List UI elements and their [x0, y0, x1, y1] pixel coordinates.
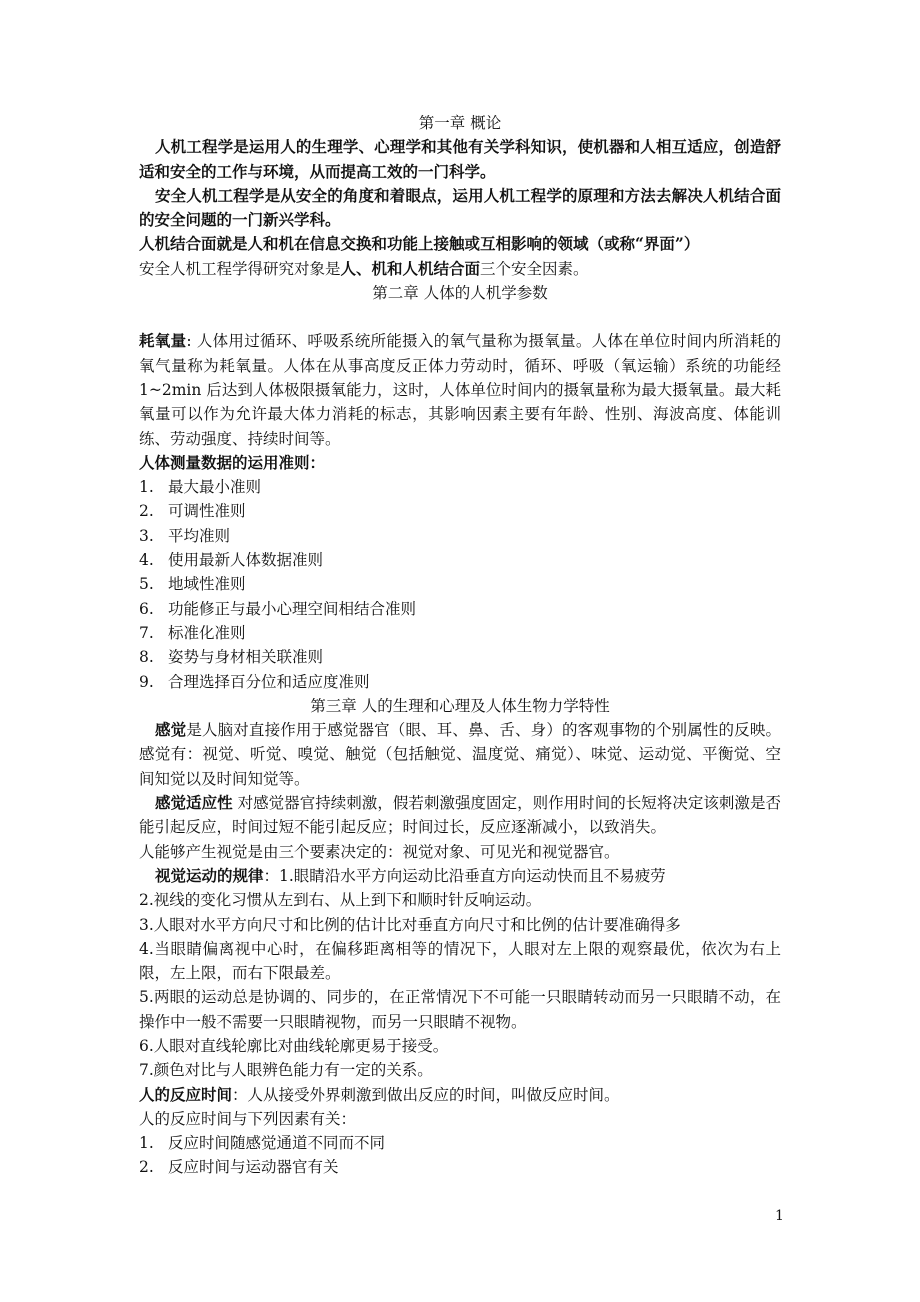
list-item	[139, 597, 781, 621]
visual-law-item: 3.人眼对水平方向尺寸和比例的估计比对垂直方向尺寸和比例的估计要准确得多	[139, 915, 681, 934]
list-text: 反应时间随感觉通道不同而不同	[168, 1134, 386, 1153]
oxygen-text: : 人体用过循环、呼吸系统所能摄入的氧气量称为摄氧量。人体在单位时间内所消耗的氧气量称为耗氧量。人体在从事高度反正体力劳动时，循环、呼吸（氧运输）系统的功能经 1~2min 后达到人体极限摄氧能力，这时，人体单位时间内的摄氧量称为最大摄氧量。最大耗氧量可以作为允许最大体力消耗的标志，其影响因素主要有年龄、性别、海波高度、体能训练、劳动强度、持续时间等。	[139, 332, 781, 448]
research-object-post: 三个安全因素。	[480, 259, 589, 278]
research-object-pre: 安全人机工程学得研究对象是	[139, 259, 341, 278]
visual-law-item: 5.两眼的运动总是协调的、同步的，在正常情况下不可能一只眼睛转动而另一只眼睛不动，在操作中一般不需要一只眼睛视物，而另一只眼睛不视物。	[139, 988, 781, 1031]
oxygen-term: 耗氧量	[139, 331, 187, 351]
visual-law-item: 7.颜色对比与人眼辨色能力有一定的关系。	[139, 1061, 433, 1080]
criteria-heading: 人体测量数据的运用准则：	[139, 452, 326, 472]
list-text: 合理选择百分位和适应度准则	[168, 672, 370, 691]
visual-law-paragraph	[139, 864, 781, 888]
list-number: 5.	[139, 575, 154, 594]
definition-safety-ergonomics: 安全人机工程学是从安全的角度和着眼点，运用人机工程学的原理和方法去解决人机结合面的安全问题的一门新兴学科。	[139, 185, 781, 230]
list-text: 平均准则	[168, 526, 231, 545]
sense-text: 是人脑对直接作用于感觉器官（眼、耳、鼻、舌、身）的客观事物的个别属性的反映。感觉有：视觉、听觉、嗅觉、触觉（包括触觉、温度觉、痛觉）、味觉、运动觉、平衡觉、空间知觉以及时间知觉等。	[139, 721, 781, 788]
list-item	[139, 499, 781, 523]
list-text: 反应时间与运动器官有关	[168, 1158, 339, 1177]
adaptation-term: 感觉适应性	[155, 793, 233, 813]
list-number: 1.	[139, 478, 154, 497]
list-item	[139, 621, 781, 645]
list-item	[139, 1131, 781, 1155]
sense-term: 感觉	[155, 720, 187, 740]
list-item	[139, 1155, 781, 1179]
visual-law-item: 4.当眼睛偏离视中心时，在偏移距离相等的情况下，人眼对左上限的观察最优，依次为右上限，左上限，而右下限最差。	[139, 939, 781, 983]
page-number: 1	[775, 1208, 784, 1224]
research-object-bold: 人、机和人机结合面	[340, 258, 481, 278]
list-number: 6.	[139, 599, 154, 618]
list-item	[139, 572, 781, 596]
visual-law-term: 视觉运动的规律	[155, 865, 264, 885]
list-number: 8.	[139, 648, 154, 667]
list-item	[139, 670, 781, 694]
adaptation-text: 对感觉器官持续刺激，假若刺激强度固定，则作用时间的长短将决定该刺激是否能引起反应，时间过短不能引起反应；时间过长，反应逐渐减小，以致消失。	[139, 794, 781, 837]
list-number: 4.	[139, 551, 154, 570]
chapter-3-title: 第三章 人的生理和心理及人体生物力学特性	[310, 696, 610, 715]
visual-law-first: ：1.眼睛沿水平方向运动比沿垂直方向运动快而且不易疲劳	[263, 866, 666, 885]
reaction-paragraph	[139, 1083, 781, 1107]
list-text: 功能修正与最小心理空间相结合准则	[168, 599, 417, 618]
reaction-term: 人的反应时间	[139, 1084, 233, 1104]
list-text: 姿势与身材相关联准则	[168, 648, 324, 667]
sense-paragraph	[139, 718, 781, 791]
reaction-text: ：人从接受外界刺激到做出反应的时间，叫做反应时间。	[232, 1085, 620, 1104]
list-number: 7.	[139, 623, 154, 642]
page-content	[139, 111, 781, 1180]
definition-interface: 人机结合面就是人和机在信息交换和功能上接触或互相影响的领域（或称“界面”）	[139, 234, 700, 254]
list-number: 2.	[139, 502, 154, 521]
list-number: 2.	[139, 1158, 154, 1177]
adaptation-paragraph	[139, 791, 781, 840]
list-item	[139, 475, 781, 499]
list-text: 可调性准则	[168, 502, 246, 521]
criteria-list	[139, 475, 781, 694]
reaction-factors-heading: 人的反应时间与下列因素有关：	[139, 1109, 357, 1128]
list-text: 标准化准则	[168, 623, 246, 642]
spacer	[139, 305, 781, 329]
list-number: 9.	[139, 672, 154, 691]
reaction-factors-list	[139, 1131, 781, 1180]
visual-law-item: 6.人眼对直线轮廓比对曲线轮廓更易于接受。	[139, 1036, 449, 1055]
list-number: 1.	[139, 1134, 154, 1153]
vision-factors: 人能够产生视觉是由三个要素决定的：视觉对象、可见光和视觉器官。	[139, 842, 620, 861]
research-object-paragraph	[139, 257, 781, 281]
list-item	[139, 645, 781, 669]
chapter-2-title: 第二章 人体的人机学参数	[372, 284, 548, 303]
oxygen-paragraph	[139, 329, 781, 450]
list-text: 最大最小准则	[168, 478, 262, 497]
visual-law-item: 2.视线的变化习惯从左到右、从上到下和顺时针反响运动。	[139, 891, 542, 910]
list-item	[139, 548, 781, 572]
list-text: 使用最新人体数据准则	[168, 551, 324, 570]
definition-ergonomics: 人机工程学是运用人的生理学、心理学和其他有关学科知识，使机器和人相互适应，创造舒适和安全的工作与环境，从而提高工效的一门科学。	[139, 137, 781, 181]
list-item	[139, 524, 781, 548]
chapter-1-title: 第一章 概论	[418, 114, 502, 132]
list-number: 3.	[139, 526, 154, 545]
list-text: 地域性准则	[168, 575, 246, 594]
